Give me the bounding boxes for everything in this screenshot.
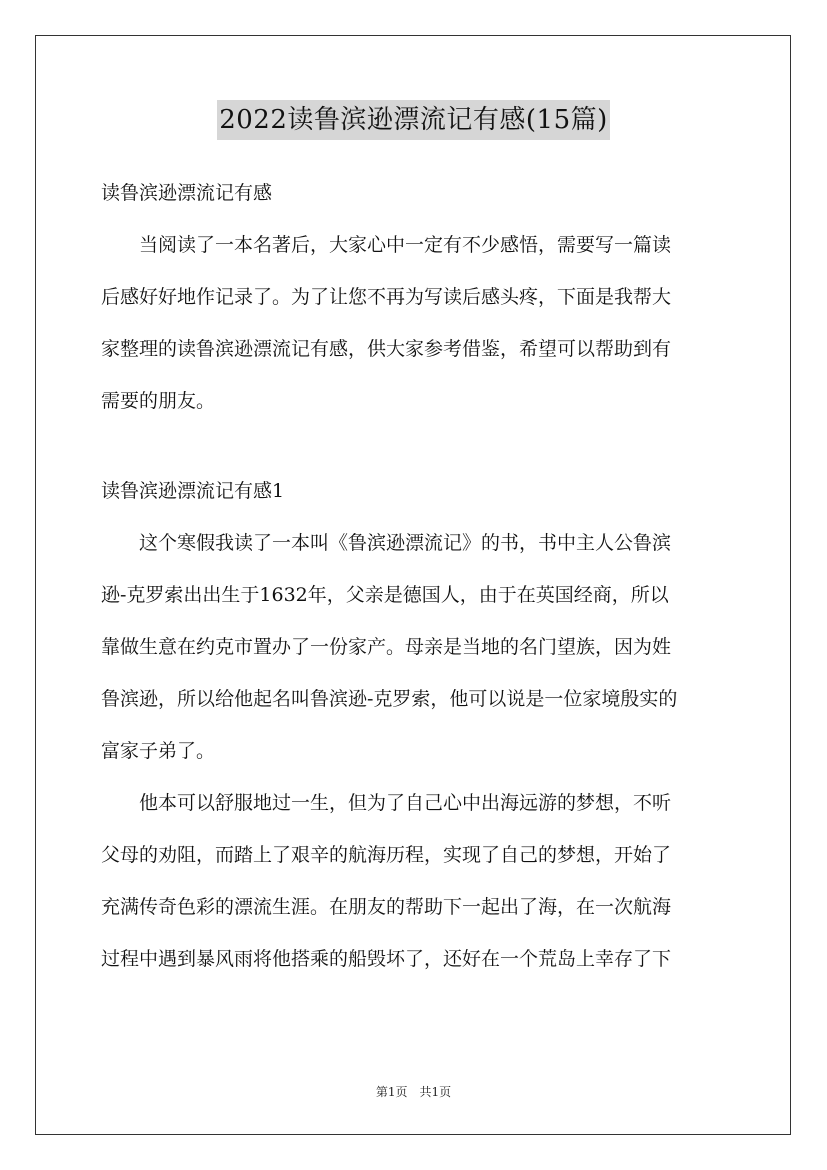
- intro-line: 当阅读了一本名著后，大家心中一定有不少感悟，需要写一篇读: [101, 234, 672, 256]
- title-container: [0, 100, 827, 140]
- intro-line: 需要的朋友。: [101, 390, 216, 412]
- section1-paragraph2-line: 父母的劝阻，而踏上了艰辛的航海历程，实现了自己的梦想，开始了: [101, 844, 672, 866]
- section1-paragraph1-line: 这个寒假我读了一本叫《鲁滨逊漂流记》的书，书中主人公鲁滨: [101, 532, 672, 554]
- section1-paragraph1-line: 靠做生意在约克市置办了一份家产。母亲是当地的名门望族，因为姓: [101, 636, 672, 658]
- intro-line: 家整理的读鲁滨逊漂流记有感，供大家参考借鉴，希望可以帮助到有: [101, 338, 672, 360]
- document-body: [101, 178, 727, 974]
- intro-line: 后感好好地作记录了。为了让您不再为写读后感头疼，下面是我帮大: [101, 286, 672, 308]
- document-title: 2022读鲁滨逊漂流记有感(15篇): [217, 100, 610, 140]
- page-footer: 第1页 共1页: [375, 1085, 452, 1099]
- section1-paragraph2-line: 过程中遇到暴风雨将他搭乘的船毁坏了，还好在一个荒岛上幸存了下: [101, 948, 672, 970]
- intro-heading: 读鲁滨逊漂流记有感: [101, 182, 273, 204]
- section1-heading: 读鲁滨逊漂流记有感1: [101, 480, 285, 502]
- section1-paragraph1-line: 富家子弟了。: [101, 740, 216, 762]
- section1-paragraph2-line: 他本可以舒服地过一生，但为了自己心中出海远游的梦想，不听: [101, 792, 672, 814]
- section1-paragraph1-line: 鲁滨逊，所以给他起名叫鲁滨逊-克罗索，他可以说是一位家境殷实的: [101, 688, 678, 710]
- section1-paragraph2-line: 充满传奇色彩的漂流生涯。在朋友的帮助下一起出了海，在一次航海: [101, 896, 672, 918]
- section1-paragraph1-line: 逊-克罗索出出生于1632年，父亲是德国人，由于在英国经商，所以: [101, 584, 669, 606]
